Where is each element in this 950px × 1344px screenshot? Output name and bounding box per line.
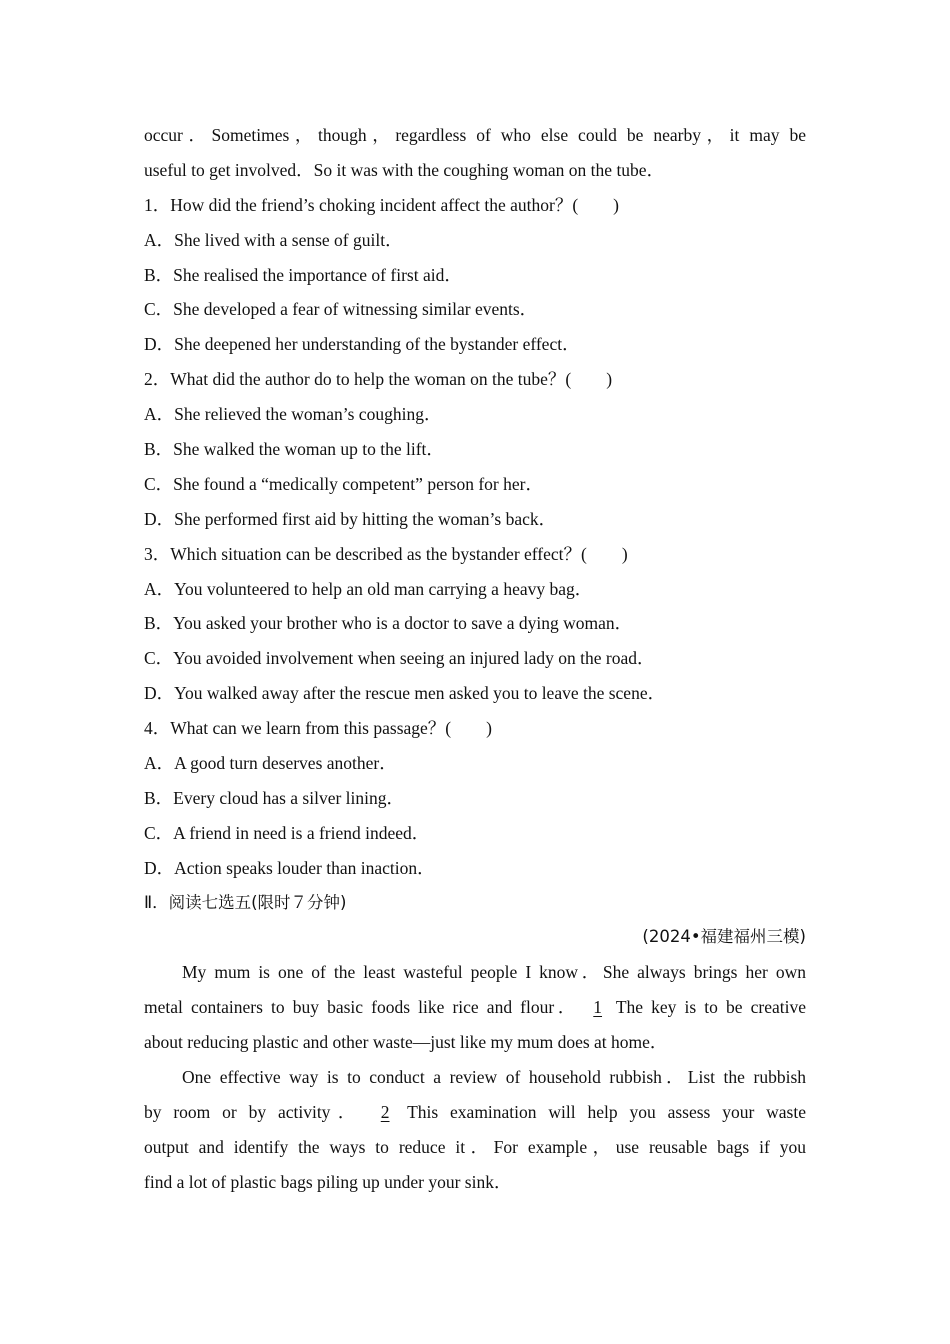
source-citation: (2024•福建福州三模) [642, 927, 806, 947]
paragraph-line: about reducing plastic and other waste—just like my mum does at home． [144, 1032, 668, 1053]
answer-option: B．You asked your brother who is a doctor to save a dying woman． [144, 613, 633, 634]
paragraph-line-with-blank [144, 1095, 806, 1130]
text-segment: metal containers to buy basic foods like rice and flour． [144, 997, 580, 1018]
answer-option: A．A good turn deserves another． [144, 753, 397, 774]
paragraph-line: output and identify the ways to reduce it．For example，use reusable bags if you [144, 1136, 806, 1157]
document-page [144, 118, 806, 1200]
paragraph-line: One effective way is to conduct a review of household rubbish．List the rubbish [182, 1067, 806, 1088]
answer-option: D．She performed first aid by hitting the woman’s back． [144, 508, 557, 529]
section-heading: Ⅱ．阅读七选五(限时７分钟) [144, 892, 347, 912]
question-stem: 2．What did the author do to help the woman on the tube？( ) [144, 369, 613, 390]
text-segment: by room or by activity． [144, 1101, 363, 1122]
answer-option: D．Action speaks louder than inaction． [144, 857, 435, 878]
question-stem: 3．Which situation can be described as the bystander effect？( ) [144, 543, 628, 564]
answer-option: C．She developed a fear of witnessing similar events． [144, 299, 538, 320]
text-segment: The key is to be creative [615, 997, 806, 1018]
answer-option: B．Every cloud has a silver lining． [144, 787, 405, 808]
answer-option: A．She lived with a sense of guilt． [144, 229, 403, 250]
answer-option: D．She deepened her understanding of the bystander effect． [144, 334, 580, 355]
passage-line: useful to get involved．So it was with the coughing woman on the tube． [144, 159, 665, 180]
answer-option: C．You avoided involvement when seeing an injured lady on the road． [144, 648, 655, 669]
answer-option: C．She found a “medically competent” person for her． [144, 473, 543, 494]
passage-line: occur．Sometimes，though，regardless of who else could be nearby，it may be [144, 125, 806, 145]
answer-option: A．You volunteered to help an old man carrying a heavy bag． [144, 578, 593, 599]
answer-option: A．She relieved the woman’s coughing． [144, 404, 442, 425]
blank-2: 2 [380, 1101, 390, 1122]
answer-option: B．She realised the importance of first aid． [144, 264, 462, 285]
question-stem: 4．What can we learn from this passage？( ) [144, 718, 492, 739]
paragraph-line: find a lot of plastic bags piling up under your sink． [144, 1171, 512, 1192]
blank-1: 1 [593, 997, 603, 1018]
paragraph-line-with-blank [144, 990, 806, 1025]
answer-option: D．You walked away after the rescue men asked you to leave the scene． [144, 683, 666, 704]
answer-option: B．She walked the woman up to the lift． [144, 439, 444, 460]
question-stem: 1．How did the friend’s choking incident affect the author？( ) [144, 194, 619, 215]
answer-option: C．A friend in need is a friend indeed． [144, 822, 430, 843]
text-segment: This examination will help you assess your waste [407, 1101, 806, 1122]
paragraph-line: My mum is one of the least wasteful people I know．She always brings her own [182, 962, 806, 983]
